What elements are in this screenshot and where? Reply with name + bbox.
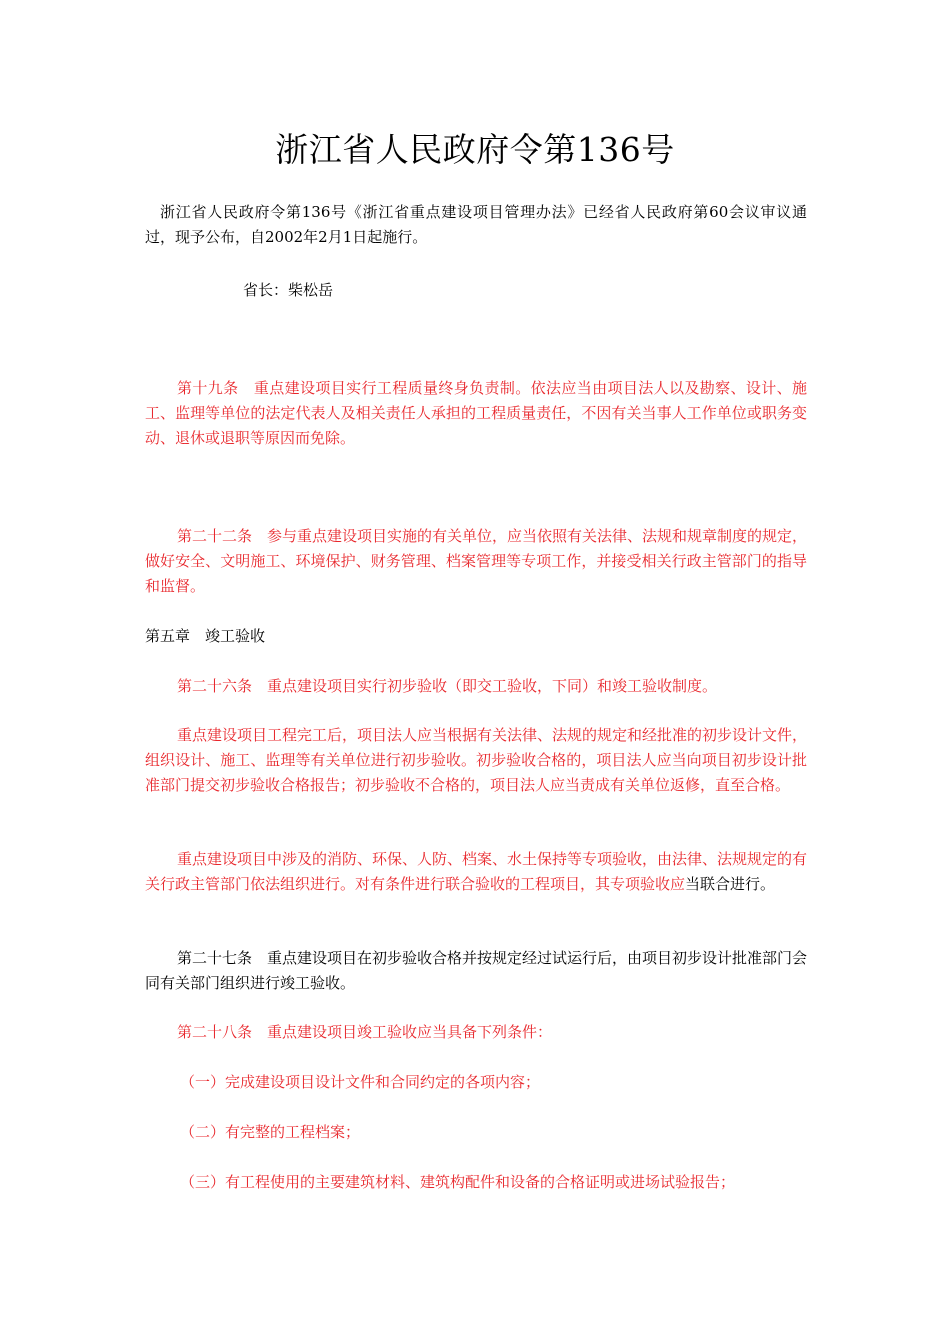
article-19: 第十九条 重点建设项目实行工程质量终身负责制。依法应当由项目法人以及勘察、设计、施工、监理等单位的法定代表人及相关责任人承担的工程质量责任，不因有关当事人工作单位或职务变动、退休或退职等原因而免除。: [145, 379, 807, 447]
article-26-paragraph-3-black: 当联合进行。: [685, 875, 776, 893]
page-title: 浙江省人民政府令第136号: [275, 130, 675, 169]
article-22: 第二十二条 参与重点建设项目实施的有关单位，应当依照有关法律、法规和规章制度的规定，做好安全、文明施工、环境保护、财务管理、档案管理等专项工作，并接受相关行政主管部门的指导和监督。: [145, 527, 808, 595]
article-26: 第二十六条 重点建设项目实行初步验收（即交工验收，下同）和竣工验收制度。: [177, 677, 718, 695]
condition-item-3: （三）有工程使用的主要建筑材料、建筑构配件和设备的合格证明或进场试验报告；: [180, 1173, 736, 1191]
intro-paragraph: 浙江省人民政府令第136号《浙江省重点建设项目管理办法》已经省人民政府第60会议审议通过，现予公布，自2002年2月1日起施行。: [145, 203, 807, 246]
article-26-paragraph-3-red: 重点建设项目中涉及的消防、环保、人防、档案、水土保持等专项验收，由法律、法规规定的有关行政主管部门依法组织进行。对有条件进行联合验收的工程项目，其专项验收应: [145, 850, 808, 893]
article-26-paragraph-2: 重点建设项目工程完工后，项目法人应当根据有关法律、法规的规定和经批准的初步设计文件，组织设计、施工、监理等有关单位进行初步验收。初步验收合格的，项目法人应当向项目初步设计批准部门提交初步验收合格报告；初步验收不合格的，项目法人应当责成有关单位返修，直至合格。: [145, 726, 808, 794]
condition-item-2: （二）有完整的工程档案；: [180, 1123, 361, 1141]
condition-item-1: （一）完成建设项目设计文件和合同约定的各项内容；: [180, 1073, 541, 1091]
article-27: 第二十七条 重点建设项目在初步验收合格并按规定经过试运行后，由项目初步设计批准部门会同有关部门组织进行竣工验收。: [145, 949, 808, 992]
article-28: 第二十八条 重点建设项目竣工验收应当具备下列条件：: [177, 1023, 553, 1041]
chapter-5-heading: 第五章 竣工验收: [145, 627, 266, 645]
article-26-paragraph-3: [145, 847, 807, 897]
signature: 省长：柴松岳: [243, 281, 334, 299]
